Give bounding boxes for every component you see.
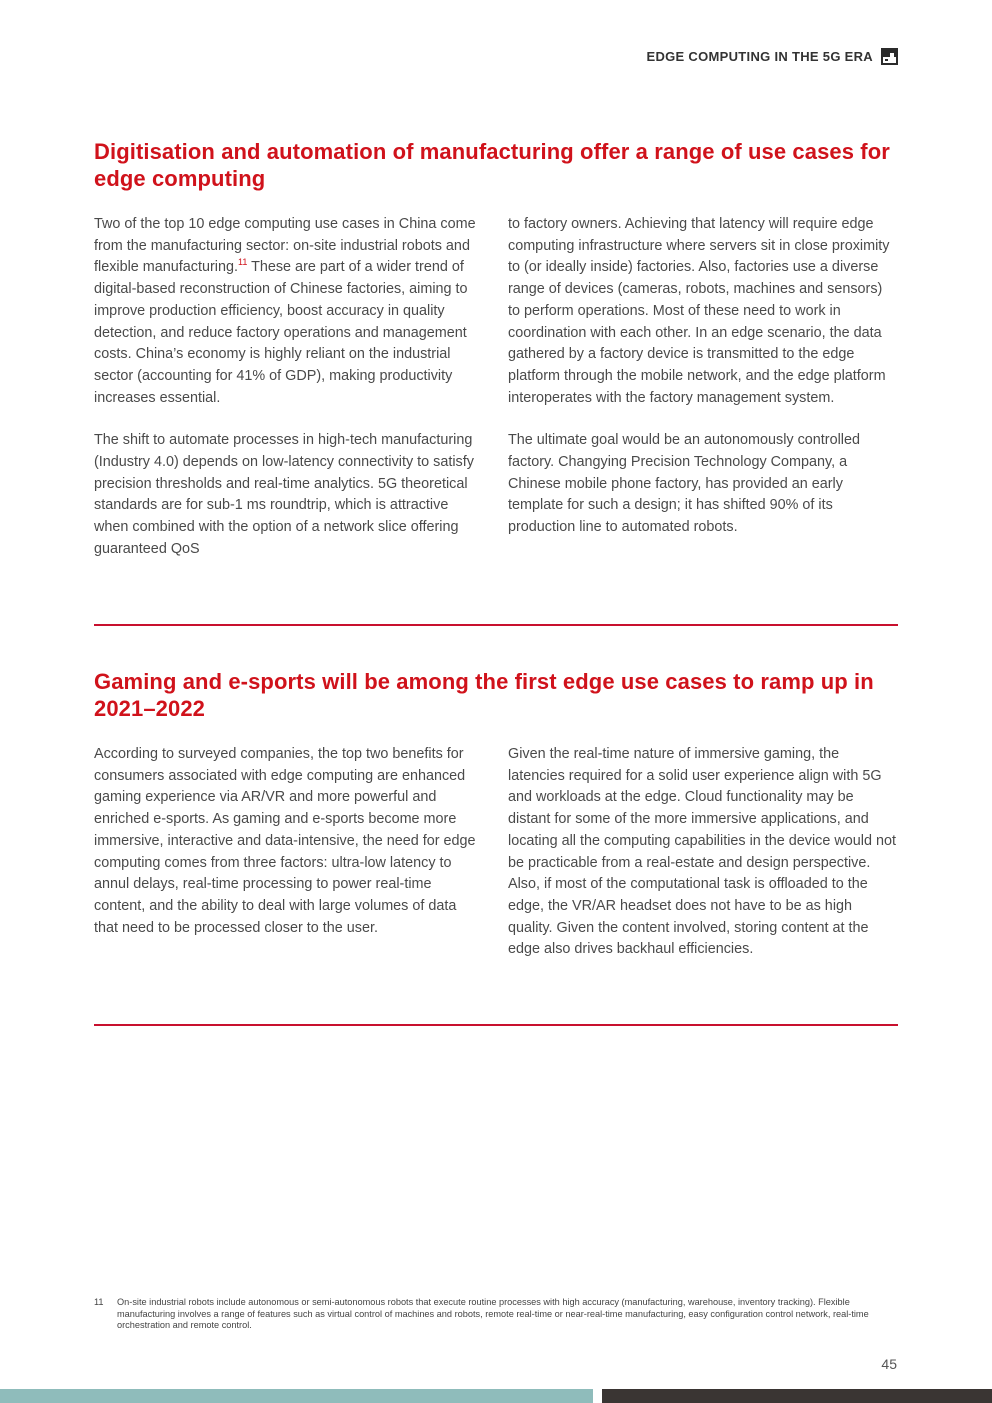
section-gaming — [94, 668, 898, 982]
right-column — [508, 744, 898, 982]
paragraph: The ultimate goal would be an autonomously controlled factory. Changying Precision Technology Company, a Chinese mobile phone factory, has provided an early template for such a design; it has shifted 90% of its production line to automated robots. — [508, 432, 860, 536]
running-title: EDGE COMPUTING IN THE 5G ERA — [646, 49, 873, 64]
footnote-reference[interactable]: 11 — [237, 257, 248, 268]
report-logo-icon — [881, 48, 898, 65]
section-divider — [94, 1024, 898, 1026]
page-number: 45 — [881, 1356, 897, 1372]
section-manufacturing — [94, 138, 898, 582]
footnote-text: On-site industrial robots include autonomous or semi-autonomous robots that execute routine processes with high accuracy (manufacturing, warehouse, inventory tracking). Flexible manufacturing involves a range of features such as virtual control of machines and robots, remote real-time or near-real-time manufacturing, easy configuration control network, real-time orchestration and remote control. — [117, 1297, 869, 1330]
two-column-body — [94, 214, 898, 582]
running-header — [646, 48, 898, 65]
section-heading: Digitisation and automation of manufacturing offer a range of use cases for edge computing — [94, 139, 890, 191]
paragraph — [94, 214, 484, 409]
paragraph-text: These are part of a wider trend of digital-based reconstruction of Chinese factories, aiming to improve production efficiency, boost accuracy in quality detection, and reduce factory operations and management costs. China’s economy is highly reliant on the industrial sector (accounting for 41% of GDP), making productivity increases essential. — [94, 259, 468, 406]
paragraph: to factory owners. Achieving that latency will require edge computing infrastructure where servers sit in close proximity to (or ideally inside) factories. Also, factories use a diverse range of devices (cameras, robots, machines and sensors) to perform operations. Most of these need to work in coordination with each other. In an edge scenario, the data gathered by a factory device is transmitted to the edge platform through the mobile network, and the edge platform interoperates with the factory management system. — [508, 216, 890, 406]
footer-bar-teal — [0, 1389, 593, 1403]
footer-bar-dark — [602, 1389, 992, 1403]
footnote-number: 11 — [94, 1297, 104, 1307]
footnote — [94, 1297, 898, 1332]
paragraph: Given the real-time nature of immersive gaming, the latencies required for a solid user experience align with 5G and workloads at the edge. Cloud functionality may be distant for some of the more immersive applications, and locating all the computing capabilities in the device would not be practicable from a real-estate and design perspective. Also, if most of the computational task is offloaded to the edge, the VR/AR headset does not have to be as high quality. Given the content involved, storing content at the edge also drives backhaul efficiencies. — [508, 746, 896, 958]
paragraph-text: Two of the top 10 edge computing use cases in China come from the manufacturing sector: on-site industrial robots and flexible manufacturing. — [94, 216, 476, 276]
section-divider — [94, 624, 898, 626]
left-column — [94, 744, 484, 982]
two-column-body — [94, 744, 898, 982]
right-column — [508, 214, 898, 582]
section-heading: Gaming and e-sports will be among the first edge use cases to ramp up in 2021–2022 — [94, 669, 874, 721]
left-column — [94, 214, 484, 582]
paragraph: The shift to automate processes in high-tech manufacturing (Industry 4.0) depends on low-latency connectivity to satisfy precision thresholds and real-time analytics. 5G theoretical standards are for sub-1 ms roundtrip, which is attractive when combined with the option of a network slice offering guaranteed QoS — [94, 432, 474, 557]
paragraph: According to surveyed companies, the top two benefits for consumers associated with edge computing are enhanced gaming experience via AR/VR and more powerful and enriched e-sports. As gaming and e-sports become more immersive, interactive and data-intensive, the need for edge computing comes from three factors: ultra-low latency to annul delays, real-time processing to power real-time content, and the ability to deal with large volumes of data that need to be processed closer to the user. — [94, 746, 476, 936]
